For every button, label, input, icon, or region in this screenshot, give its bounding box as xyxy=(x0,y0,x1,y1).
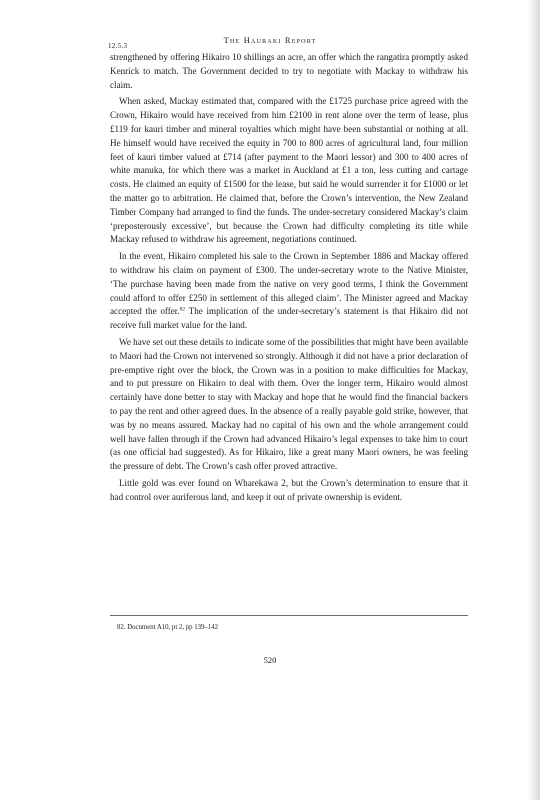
paragraph-text: In the event, Hikairo completed his sale to the Crown in September 1886 and Mackay offered to withdraw his claim on payment of £300. The under-secretary wrote to the Native Minister, ‘The purchase having been made from the native on very good terms, I think the Government could afford to offer £250 in settlement of this alleged claim’. The Minister agreed and Mackay accepted the offer. xyxy=(110,251,468,317)
paragraph xyxy=(110,250,468,333)
running-title: The Hauraki Report xyxy=(223,35,317,45)
body-text xyxy=(110,51,468,508)
footnote-reference: 82 xyxy=(179,306,186,313)
paragraph: We have set out these details to indicate some of the possibilities that might have been available to Maori had the Crown not intervened so strongly. Although it did not have a prior declaration of pre-emptive right over the block, the Crown was in a position to make difficulties for Mackay, and to put pressure on Hikairo to deal with them. Over the longer term, Hikairo would almost certainly have done better to stay with Mackay and hope that he would find the financial backers to pay the rent and other agreed dues. In the absence of a really payable gold strike, however, that was by no means assured. Mackay had no capital of his own and the whole arrangement could well have fallen through if the Crown had advanced Hikairo’s legal expenses to take him to court (as one official had suggested). As for Hikairo, like a great many Maori owners, he was feeling the pressure of debt. The Crown’s cash offer proved attractive. xyxy=(110,336,468,472)
paragraph: strengthened by offering Hikairo 10 shillings an acre, an offer which the rangatira promptly asked Kenrick to match. The Government decided to try to negotiate with Mackay to withdraw his claim. xyxy=(110,52,468,90)
footnote: 82. Document A10, pt 2, pp 139–142 xyxy=(117,624,219,631)
paragraph: Little gold was ever found on Wharekawa 2, but the Crown’s determination to ensure that it had control over auriferous land, and keep it out of private ownership is evident. xyxy=(110,477,468,502)
section-number: 12.5.3 xyxy=(108,42,128,50)
scan-edge-shadow xyxy=(528,0,540,800)
page-number: 520 xyxy=(263,655,277,665)
paragraph: When asked, Mackay estimated that, compared with the £1725 purchase price agreed with the Crown, Hikairo would have received from him £2100 in rent alone over the term of lease, plus £119 for kauri timber and mineral royalties which might have been substantial or nothing at all. He himself would have received the equity in 700 to 800 acres of agricultural land, four million feet of kauri timber valued at £714 (after payment to the Maori lessor) and 300 to 400 acres of white manuka, for which there was a market in Auckland at £1 a ton, less cutting and cartage costs. He claimed an equity of £1500 for the lease, but said he would surrender it for £1000 or let the matter go to arbitration. He claimed that, before the Crown’s intervention, the New Zealand Timber Company had arranged to find the funds. The under-secretary considered Mackay’s claim ‘preposterously excessive’, but because the Crown had difficulty completing its title while Mackay refused to withdraw his agreement, negotiations continued. xyxy=(110,96,468,245)
paragraph-text-continued: The implication of the under-secretary’s statement is that Hikairo did not receive full market value for the land. xyxy=(110,306,468,331)
footnote-divider xyxy=(110,615,468,616)
